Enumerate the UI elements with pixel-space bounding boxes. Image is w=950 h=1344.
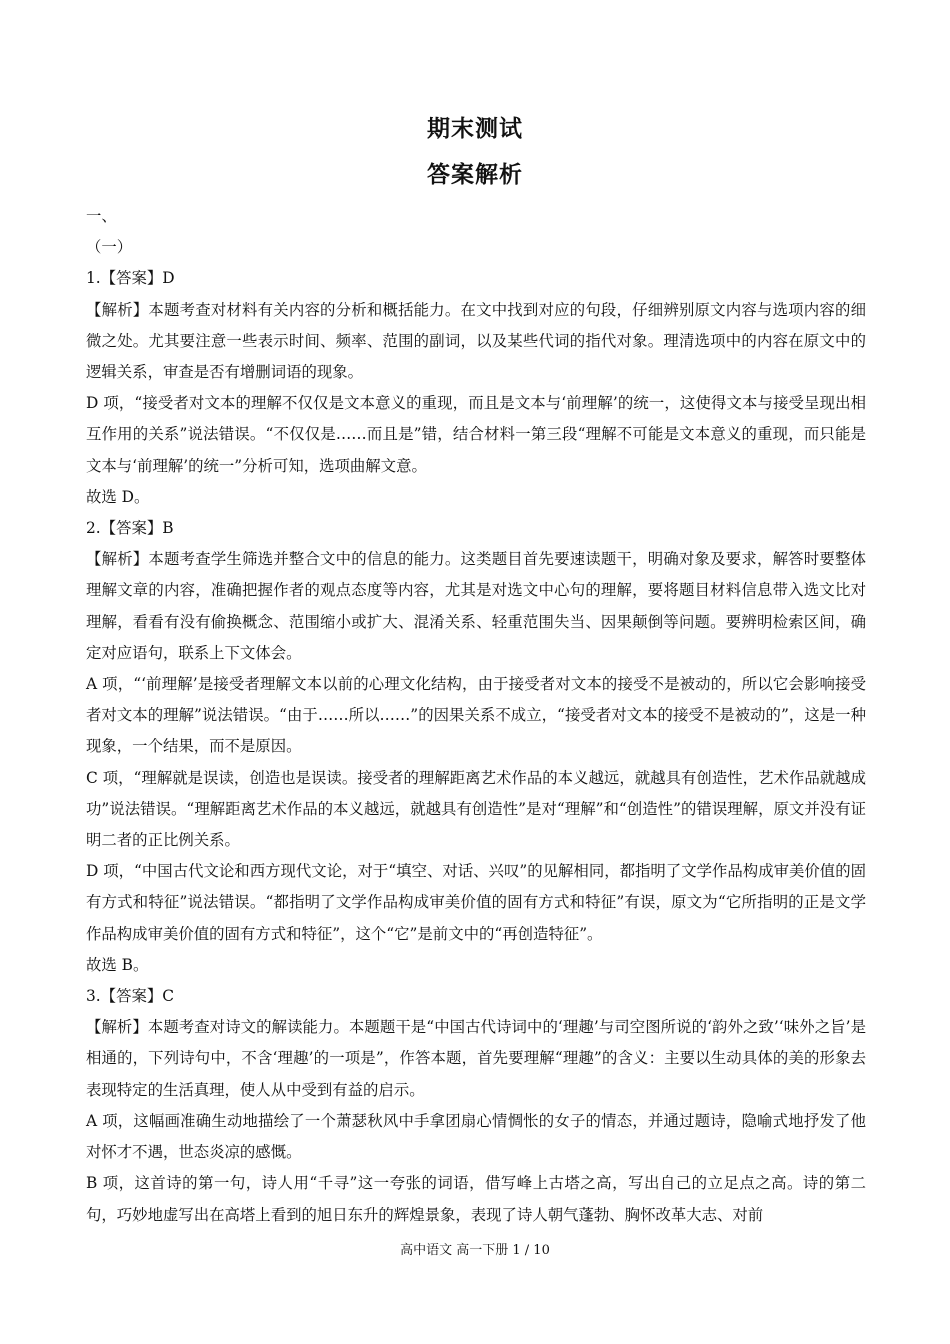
answer-body: [86, 201, 866, 1231]
section-heading: 一、: [86, 207, 117, 225]
page-title: 期末测试: [427, 116, 523, 142]
page-subtitle: 答案解析: [427, 162, 523, 188]
option-analysis: A 项，这幅画准确生动地描绘了一个萧瑟秋风中手拿团扇心情惆怅的女子的情态，并通过题诗，隐喻式地抒发了他对怀才不遇，世态炎凉的感慨。: [86, 1111, 866, 1162]
analysis-paragraph: 【解析】本题考查对材料有关内容的分析和概括能力。在文中找到对应的句段，仔细辨别原文内容与选项内容的细微之处。尤其要注意一些表示时间、频率、范围的副词，以及某些代词的指代对象。理清选项中的内容在原文中的逻辑关系，审查是否有增删词语的现象。: [86, 300, 866, 382]
conclusion-line: 故选 B。: [86, 955, 149, 974]
answer-line-q2: 2.【答案】B: [86, 519, 174, 538]
answer-line-q3: 3.【答案】C: [86, 987, 175, 1006]
option-analysis: C 项，“理解就是误读，创造也是误读。接受者的理解距离艺术作品的本义越远，就越具有创造性，艺术作品就越成功”说法错误。“理解距离艺术作品的本义越远，就越具有创造性”是对“理解”和“创造性”的错误理解，原文并没有证明二者的正比例关系。: [86, 768, 866, 850]
conclusion-line: 故选 D。: [86, 487, 150, 506]
option-analysis: A 项，“‘前理解’是接受者理解文本以前的心理文化结构，由于接受者对文本的接受不是被动的，所以它会影响接受者对文本的理解”说法错误。“由于……所以……”的因果关系不成立，“接受者对文本的接受不是被动的”，这是一种现象，一个结果，而不是原因。: [86, 675, 866, 756]
analysis-paragraph: 【解析】本题考查对诗文的解读能力。本题题干是“中国古代诗词中的‘理趣’与司空图所说的‘韵外之致’‘味外之旨’是相通的，下列诗句中，不含‘理趣’的一项是”，作答本题，首先要理解“理趣”的含义：主要以生动具体的美的形象去表现特定的生活真理，使人从中受到有益的启示。: [86, 1018, 866, 1099]
option-analysis: D 项，“中国古代文论和西方现代文论，对于“填空、对话、兴叹”的见解相同，都指明了文学作品构成审美价值的固有方式和特征”说法错误。“都指明了文学作品构成审美价值的固有方式和特征”有误，原文为“它所指明的正是文学作品构成审美价值的固有方式和特征”，这个“它”是前文中的“再创造特征”。: [86, 862, 866, 943]
analysis-paragraph: 【解析】本题考查学生筛选并整合文中的信息的能力。这类题目首先要速读题干，明确对象及要求，解答时要整体理解文章的内容，准确把握作者的观点态度等内容，尤其是对选文中心句的理解，要将题目材料信息带入选文比对理解，看看有没有偷换概念、范围缩小或扩大、混淆关系、轻重范围失当、因果颠倒等问题。要辨明检索区间，确定对应语句，联系上下文体会。: [86, 550, 866, 662]
answer-line-q1: 1.【答案】D: [86, 269, 175, 288]
page-footer: 高中语文 高一下册 1 / 10: [400, 1243, 550, 1258]
option-analysis: D 项，“接受者对文本的理解不仅仅是文本意义的重现，而且是文本与‘前理解’的统一，这使得文本与接受呈现出相互作用的关系”说法错误。“不仅仅是……而且是”错，结合材料一第三段“理解不可能是文本意义的重现，而只能是文本与‘前理解’的统一”分析可知，选项曲解文意。: [86, 394, 866, 475]
option-analysis: B 项，这首诗的第一句，诗人用“千寻”这一夸张的词语，借写峰上古塔之高，写出自己的立足点之高。诗的第二句，巧妙地虚写出在高塔上看到的旭日东升的辉煌景象，表现了诗人朝气蓬勃、胸怀改革大志、对前: [86, 1174, 866, 1224]
subsection-heading: （一）: [86, 238, 133, 257]
